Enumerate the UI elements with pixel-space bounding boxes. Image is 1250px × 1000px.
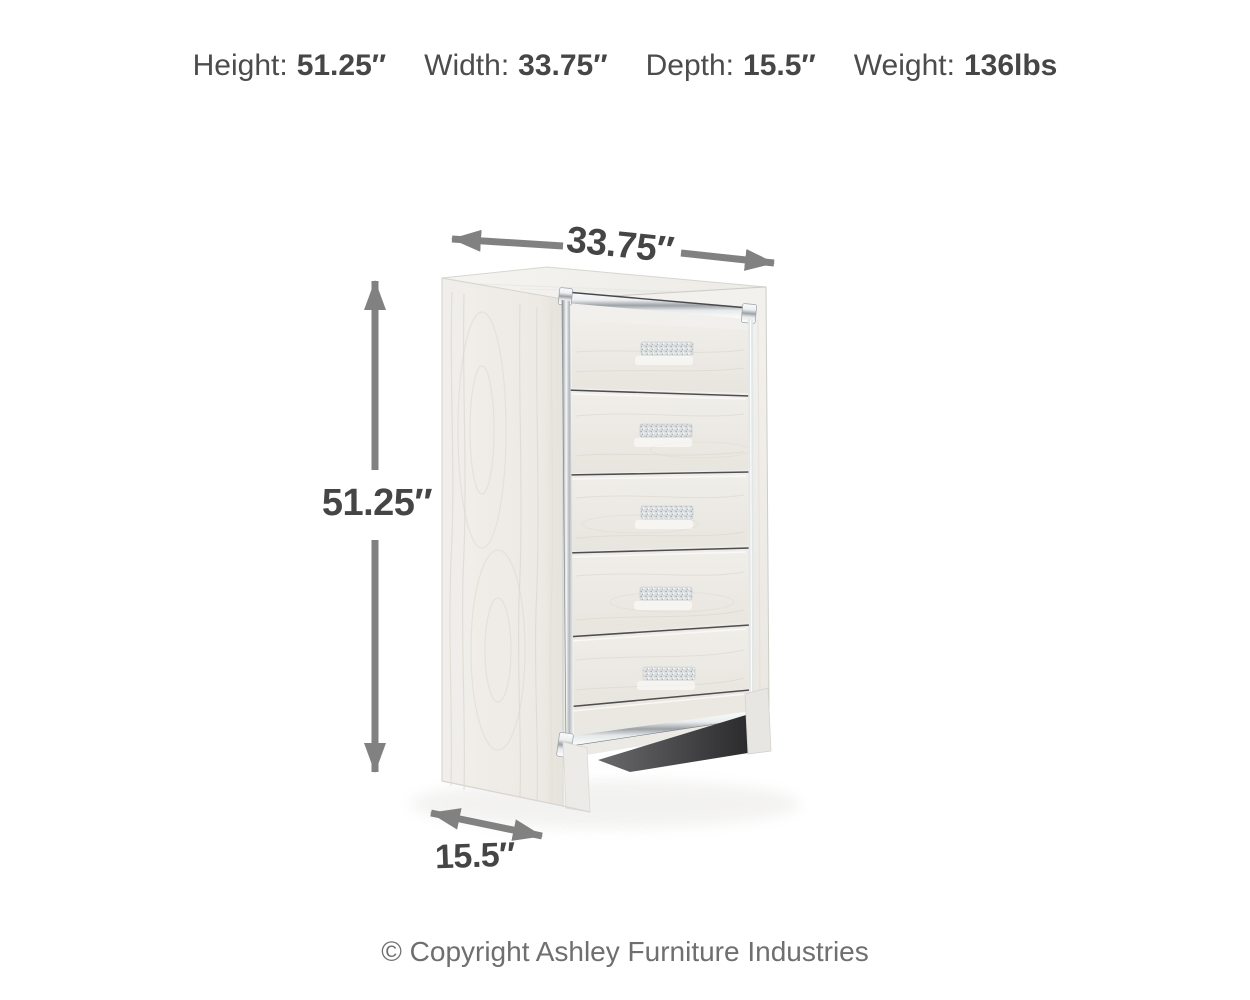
chest-side-panel <box>442 278 563 806</box>
width-spec-label: Width: <box>424 49 510 82</box>
height-spec-value: 51.25″ <box>296 49 387 82</box>
height-dimension-label: 51.25″ <box>321 482 433 524</box>
width-spec-value: 33.75″ <box>518 49 608 82</box>
copyright-notice: © Copyright Ashley Furniture Industries <box>381 936 869 967</box>
chest <box>442 267 771 812</box>
weight-spec-label: Weight: <box>853 49 955 82</box>
front-left-leg <box>563 742 590 812</box>
drawer-handle <box>635 342 693 365</box>
drawer-2 <box>572 393 750 473</box>
drawer-handle <box>637 667 695 690</box>
depth-spec-value: 15.5″ <box>743 49 816 82</box>
drawer-handle <box>635 506 693 529</box>
width-dimension-label: 33.75″ <box>564 218 676 271</box>
drawer-3 <box>572 474 748 551</box>
drawer-1 <box>572 320 748 393</box>
depth-dimension-label: 15.5″ <box>434 835 516 877</box>
drawer-fronts <box>572 320 750 705</box>
drawer-handle <box>634 587 692 610</box>
drawer-4 <box>572 550 748 635</box>
right-chrome-trim <box>748 319 754 700</box>
front-right-leg <box>745 688 771 754</box>
height-spec-label: Height: <box>192 49 288 82</box>
depth-spec-label: Depth: <box>645 49 735 82</box>
drawer-handle <box>634 424 692 447</box>
weight-spec-value: 136lbs <box>963 49 1058 82</box>
